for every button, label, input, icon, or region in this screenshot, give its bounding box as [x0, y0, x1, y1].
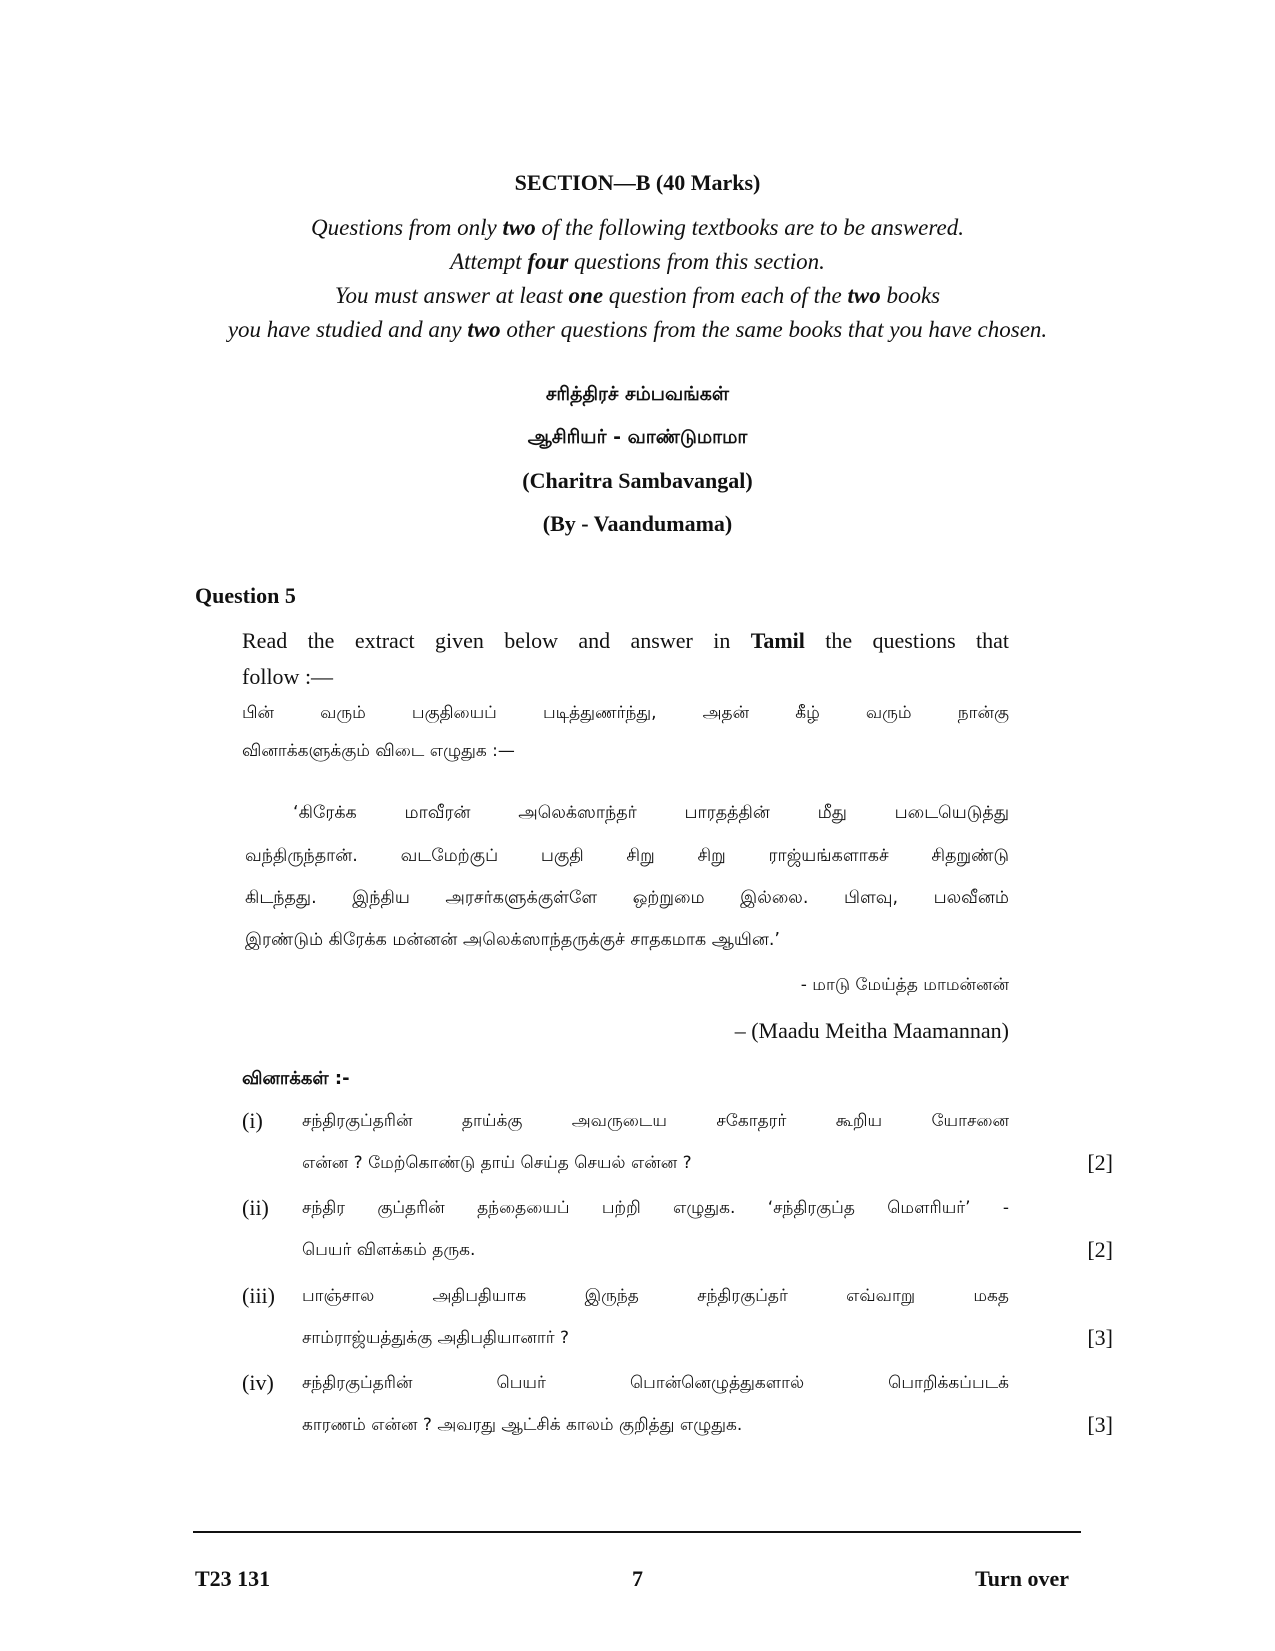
question-number: (ii): [242, 1195, 269, 1220]
book-author-tamil: ஆசிரியர் - வாண்டுமாமா: [527, 426, 748, 448]
book-author-english: (By - Vaandumama): [542, 511, 733, 536]
question-line: என்ன ? மேற்கொண்டு தாய் செய்த செயல் என்ன ?: [302, 1153, 692, 1173]
instruction-text: of the following textbooks are to be answered.: [535, 215, 964, 240]
question-line: சாம்ராஜ்யத்துக்கு அதிபதியானார் ?: [302, 1328, 570, 1348]
instruction-emphasis: two: [467, 317, 501, 342]
book-title-tamil: சரித்திரச் சம்பவங்கள்: [545, 383, 730, 405]
instruction-emphasis: two: [847, 283, 881, 308]
extract-line-3: கிடந்தது. இந்திய அரசர்களுக்குள்ளே ஒற்றுமை இல்லை. பிளவு, பலவீனம்: [245, 888, 1009, 908]
instruction-text: books: [880, 283, 941, 308]
instruction-text: Questions from only: [311, 215, 503, 240]
page-number: 7: [632, 1566, 643, 1591]
book-title-english: (Charitra Sambavangal): [522, 468, 753, 493]
instruction-emphasis: one: [568, 283, 604, 308]
instruction-emphasis: four: [527, 249, 569, 274]
questions-subheading: வினாக்கள் :-: [242, 1068, 350, 1089]
instruction-line-3: [0, 278, 1275, 313]
extract-line-1: ‘கிரேக்க மாவீரன் அலெக்ஸாந்தர் பாரதத்தின் மீது படையெடுத்து: [293, 803, 1009, 823]
marks-badge: [3]: [1087, 1412, 1113, 1437]
section-title: SECTION—B (40 Marks): [514, 170, 761, 195]
extract-line-4: இரண்டும் கிரேக்க மன்னன் அலெக்ஸாந்தருக்குச் சாதகமாக ஆயின.’: [245, 930, 780, 950]
question-line: சந்திரகுப்தரின் தாய்க்கு அவருடைய சகோதரர் கூறிய யோசனை: [302, 1111, 1009, 1131]
instruction-line-1: [0, 210, 1275, 245]
extract-line-2: வந்திருந்தான். வடமேற்குப் பகுதி சிறு சிறு ராஜ்யங்களாகச் சிதறுண்டு: [245, 846, 1009, 866]
instruction-text: question from each of the: [603, 283, 848, 308]
footer-divider: [193, 1531, 1081, 1533]
question-heading: Question 5: [195, 583, 296, 608]
intro-emphasis: Tamil: [750, 628, 805, 653]
instruction-text: you have studied and any: [227, 317, 468, 342]
question-number: (i): [242, 1108, 263, 1133]
marks-badge: [2]: [1087, 1150, 1113, 1175]
instruction-line-2: [0, 244, 1275, 279]
question-line: சந்திரகுப்தரின் பெயர் பொன்னெழுத்துகளால் பொறிக்கப்படக்: [302, 1373, 1009, 1393]
intro-text: Read the extract given below and answer in: [242, 628, 731, 653]
intro-tamil-line-2: வினாக்களுக்கும் விடை எழுதுக :—: [242, 741, 515, 761]
instruction-text: questions from this section.: [568, 249, 825, 274]
intro-tamil-line-1: பின் வரும் பகுதியைப் படித்துணர்ந்து, அதன் கீழ் வரும் நான்கு: [242, 703, 1009, 723]
instruction-line-4: [0, 312, 1275, 347]
intro-english-line-2: follow :—: [242, 664, 334, 689]
turn-over-label: Turn over: [975, 1566, 1069, 1591]
question-line: சந்திர குப்தரின் தந்தையைப் பற்றி எழுதுக. ‘சந்திரகுப்த மௌரியர்’ -: [302, 1198, 1009, 1218]
question-line: காரணம் என்ன ? அவரது ஆட்சிக் காலம் குறித்து எழுதுக.: [302, 1415, 743, 1435]
extract-source-tamil: - மாடு மேய்த்த மாமன்னன்: [800, 975, 1009, 995]
extract-source-english: – (Maadu Meitha Maamannan): [734, 1018, 1009, 1043]
instruction-emphasis: two: [502, 215, 536, 240]
instruction-text: Attempt: [450, 249, 528, 274]
question-line: பாஞ்சால அதிபதியாக இருந்த சந்திரகுப்தர் எவ்வாறு மகத: [302, 1286, 1009, 1306]
question-number: (iv): [242, 1370, 274, 1395]
instruction-text: You must answer at least: [334, 283, 569, 308]
question-number: (iii): [242, 1283, 275, 1308]
marks-badge: [3]: [1087, 1325, 1113, 1350]
intro-english-line-1: [242, 628, 1009, 654]
question-line: பெயர் விளக்கம் தருக.: [302, 1240, 476, 1260]
intro-text: the questions that: [825, 628, 1010, 653]
marks-badge: [2]: [1087, 1237, 1113, 1262]
instruction-text: other questions from the same books that you have chosen.: [500, 317, 1048, 342]
paper-code: T23 131: [195, 1566, 271, 1591]
